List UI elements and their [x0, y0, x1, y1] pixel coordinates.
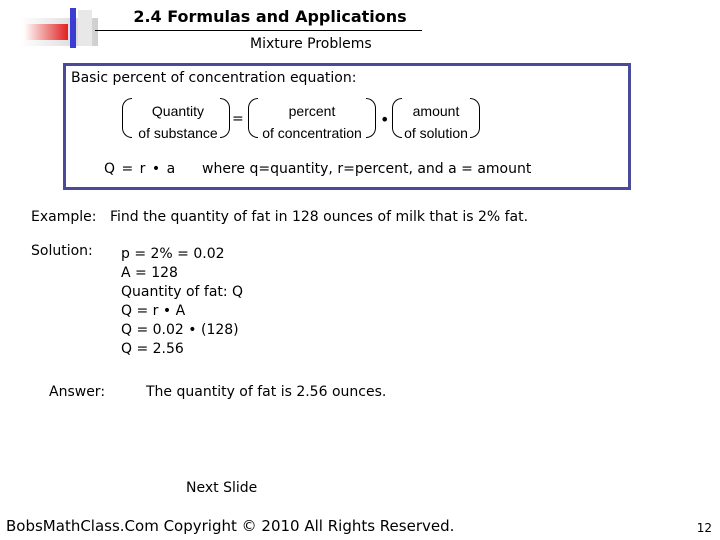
solution-line: Q = r • A [121, 303, 186, 319]
multiply-dot: • [380, 110, 390, 129]
solution-line: A = 128 [121, 265, 178, 281]
copyright-footer: BobsMathClass.Com Copyright © 2010 All Rights Reserved. [6, 517, 455, 535]
term3-line1: amount [412, 103, 460, 119]
term2-line2: of concentration [262, 125, 362, 141]
solution-line: p = 2% = 0.02 [121, 246, 225, 262]
term1-line1: Quantity [151, 103, 205, 119]
term-amount-of-solution [398, 100, 474, 144]
page-number: 12 [696, 521, 712, 535]
example-text: Find the quantity of fat in 128 ounces of milk that is 2% fat. [110, 209, 529, 225]
solution-steps [121, 245, 243, 359]
term3-line2: of solution [404, 125, 468, 141]
variable-definitions: where q=quantity, r=percent, and a = amount [202, 161, 532, 177]
equation-heading: Basic percent of concentration equation: [71, 70, 357, 86]
right-paren [366, 98, 376, 138]
page-title: 2.4 Formulas and Applications [133, 7, 407, 26]
next-slide-link[interactable]: Next Slide [186, 480, 258, 496]
equals-sign: = [232, 111, 244, 127]
solution-line: Q = 0.02 • (128) [121, 322, 239, 338]
term-percent-of-concentration [254, 100, 370, 144]
solution-label: Solution: [31, 243, 93, 259]
example-label: Example: [31, 209, 97, 225]
formula: Q = r • a [104, 161, 177, 177]
term-quantity-of-substance [130, 100, 226, 144]
title-underline [95, 30, 422, 31]
term1-line2: of substance [138, 125, 218, 141]
term2-line1: percent [288, 103, 336, 119]
solution-line: Quantity of fat: Q [121, 284, 244, 300]
page-subtitle: Mixture Problems [250, 36, 372, 52]
answer-text: The quantity of fat is 2.56 ounces. [146, 384, 387, 400]
logo-red-block [24, 24, 68, 40]
right-paren [470, 98, 480, 138]
answer-label: Answer: [49, 384, 106, 400]
solution-line: Q = 2.56 [121, 341, 184, 357]
right-paren [220, 98, 230, 138]
